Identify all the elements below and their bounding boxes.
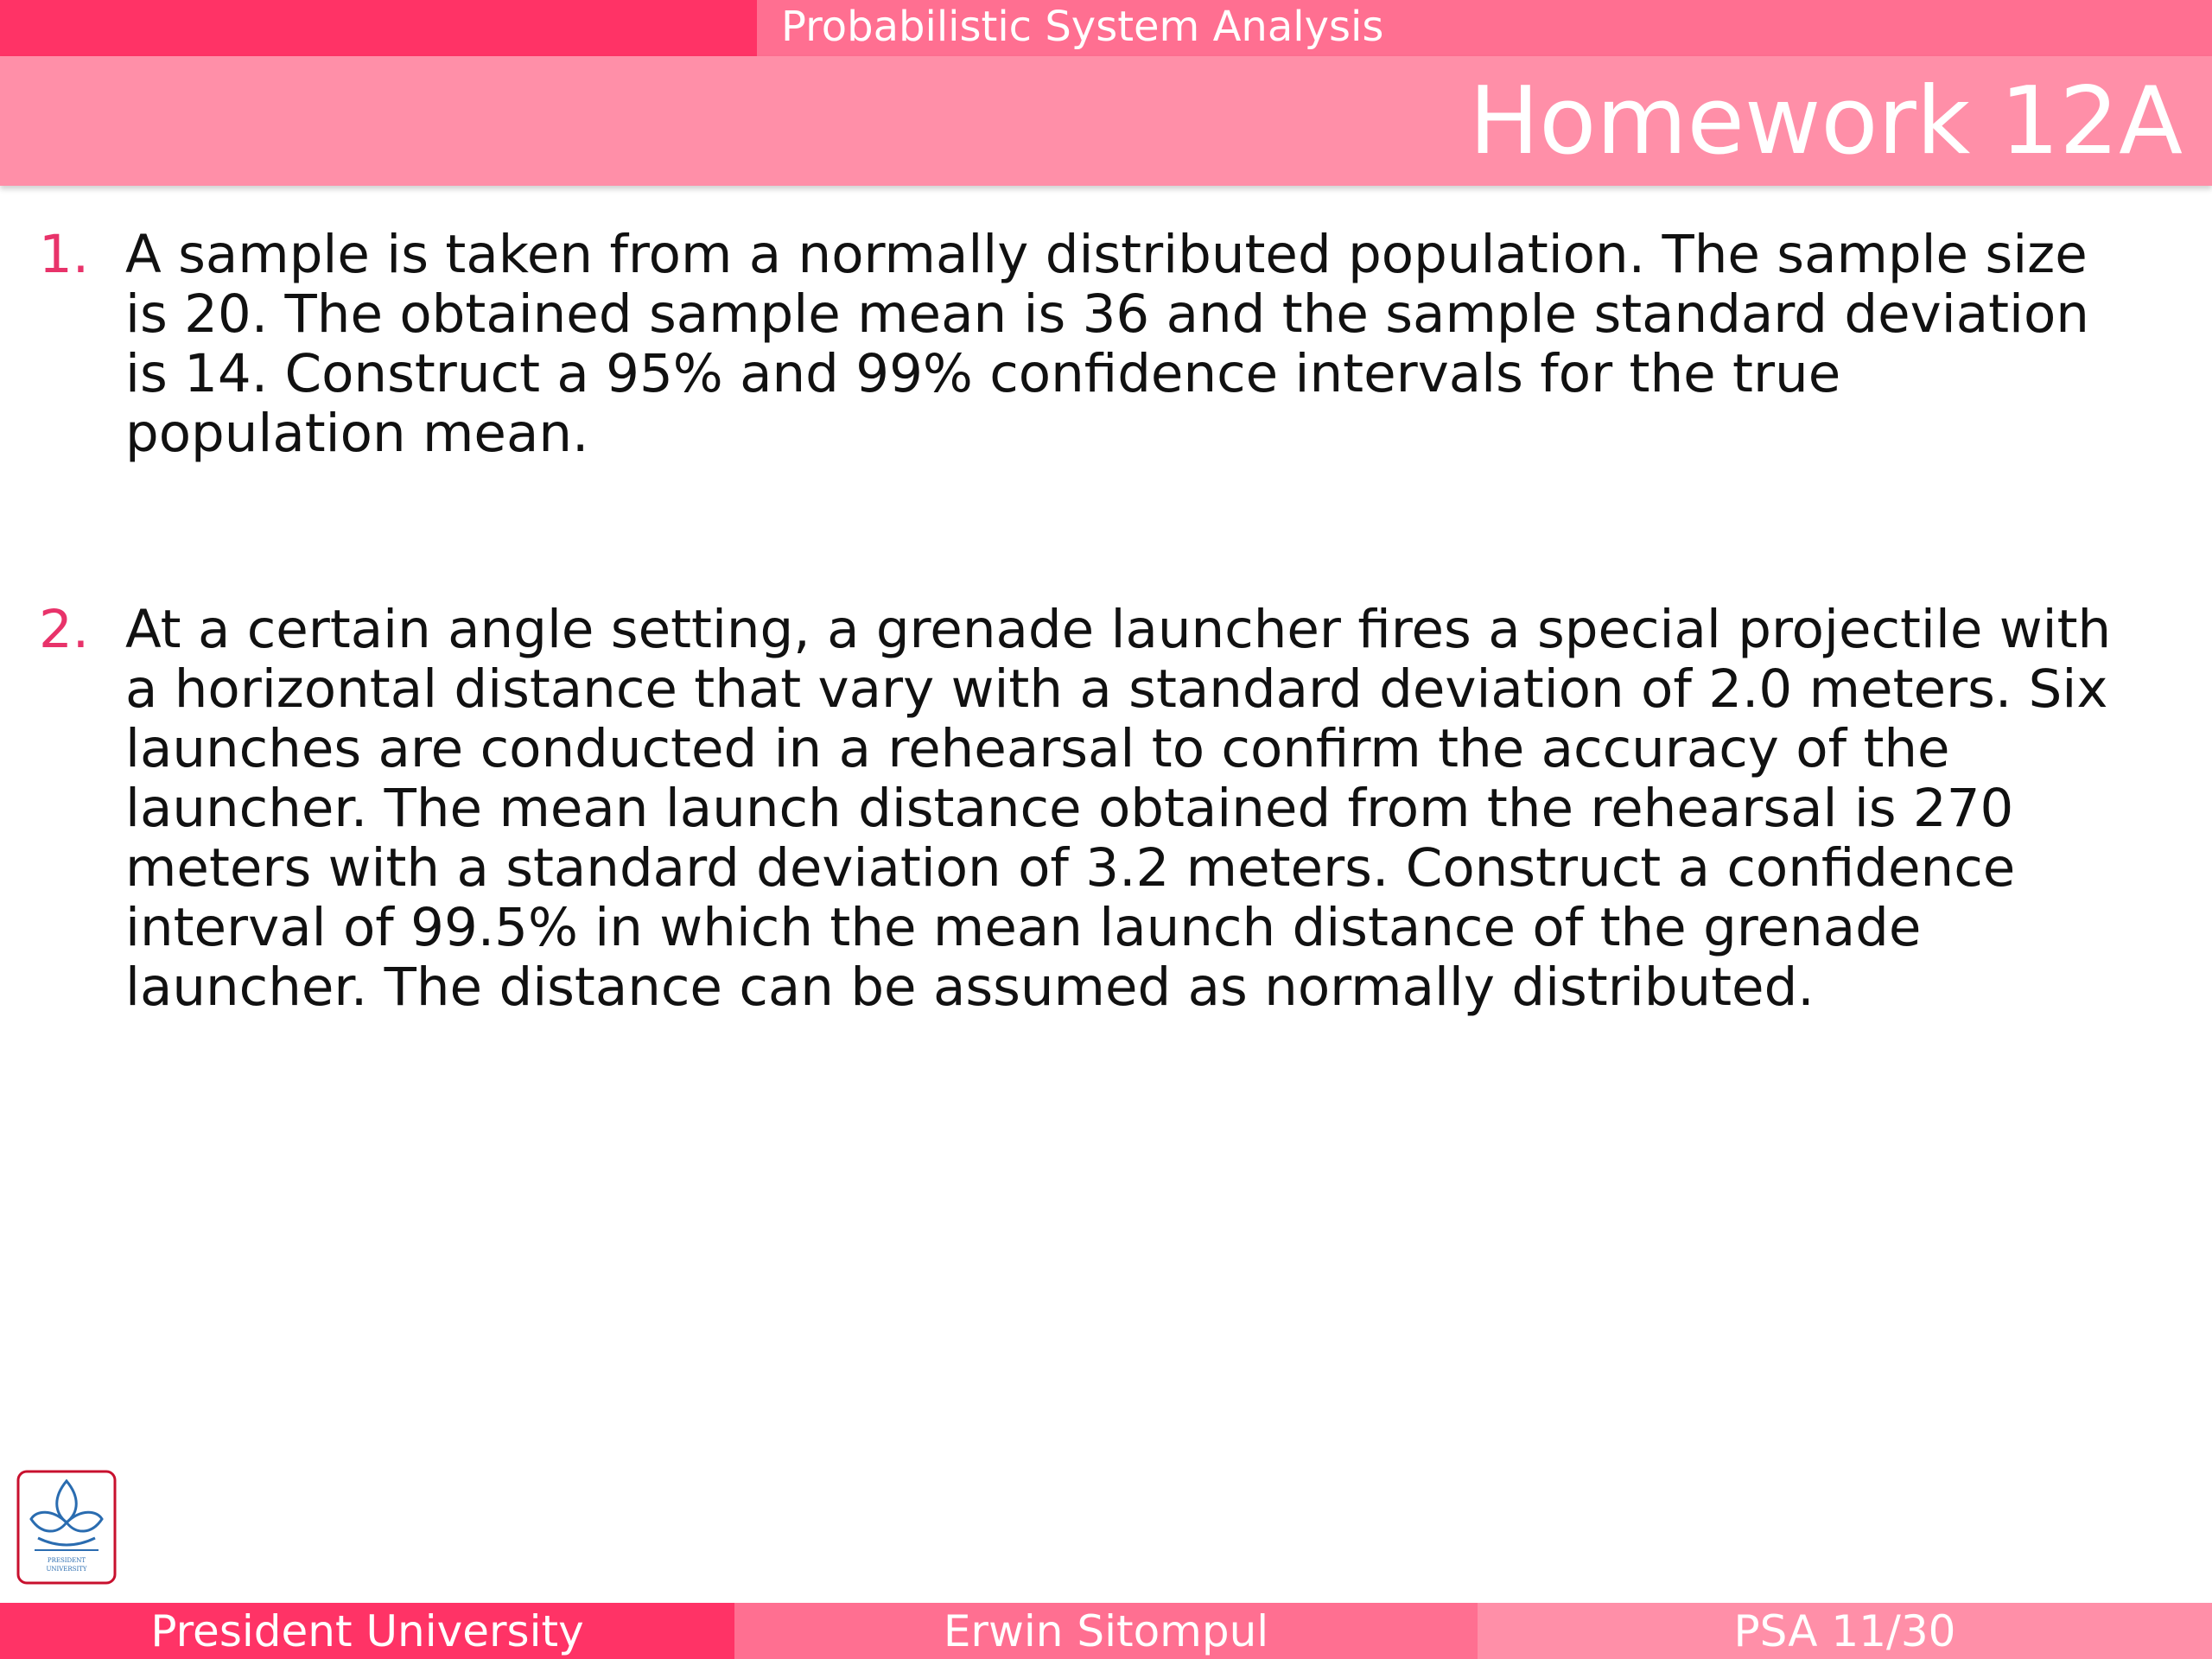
top-banner-accent bbox=[0, 0, 757, 56]
course-name: Probabilistic System Analysis bbox=[757, 0, 2212, 56]
problem-number: 1. bbox=[39, 224, 90, 285]
footer-institution: President University bbox=[0, 1603, 734, 1659]
problem-item bbox=[39, 225, 2130, 463]
problem-item bbox=[39, 600, 2130, 1017]
svg-text:UNIVERSITY: UNIVERSITY bbox=[46, 1566, 87, 1573]
footer-page-number: PSA 11/30 bbox=[1478, 1603, 2212, 1659]
footer-author: Erwin Sitompul bbox=[734, 1603, 1478, 1659]
president-university-logo-icon bbox=[16, 1469, 118, 1586]
problem-text: A sample is taken from a normally distributed population. The sample size is 20. The obtained sample mean is 36 and the sample standard deviation is 14. Construct a 95% and 99% confidence intervals for the true population mean. bbox=[125, 224, 2089, 464]
slide-title: Homework 12A bbox=[1469, 67, 2183, 175]
problem-number: 2. bbox=[39, 599, 90, 660]
footer-bar bbox=[0, 1603, 2212, 1659]
top-banner bbox=[0, 0, 2212, 56]
problem-text: At a certain angle setting, a grenade launcher fires a special projectile with a horizontal distance that vary with a standard deviation of 2.0 meters. Six launches are conducted in a rehearsal to confirm the accuracy of the launcher. The mean launch distance obtained from the rehearsal is 270 meters with a standard deviation of 3.2 meters. Construct a confidence interval of 99.5% in which the mean launch distance of the grenade launcher. The distance can be assumed as normally distributed. bbox=[125, 599, 2112, 1018]
svg-text:PRESIDENT: PRESIDENT bbox=[47, 1557, 86, 1564]
title-bar bbox=[0, 56, 2212, 186]
problem-list bbox=[39, 225, 2130, 1017]
